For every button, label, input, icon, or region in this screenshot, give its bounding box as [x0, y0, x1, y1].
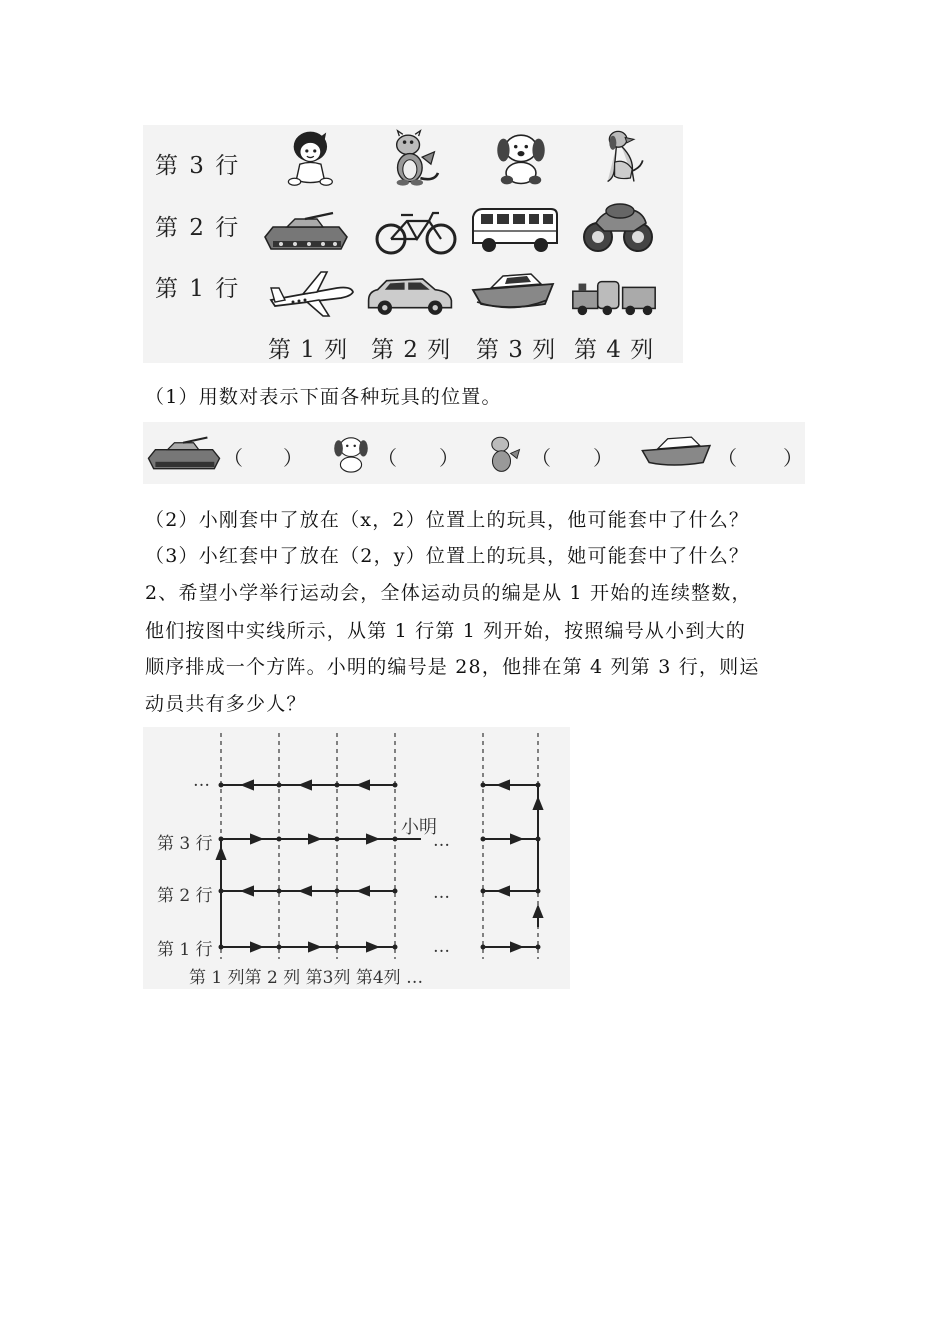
col-label-4: 第 4 列 [574, 337, 655, 363]
column-dashed-lines [221, 733, 538, 959]
answer-paren-open: （ [223, 446, 243, 470]
problem-2-line-3: 顺序排成一个方阵。小明的编号是 28，他排在第 4 列第 3 行，则运 [145, 656, 760, 678]
dragon-icon [477, 428, 535, 480]
bicycle-icon [371, 203, 461, 261]
puppy-icon [476, 129, 566, 187]
toy-grid-figure [143, 125, 683, 363]
question-2: （2）小刚套中了放在（x，2）位置上的玩具，他可能套中了什么？ [145, 509, 750, 531]
answer-paren-close: ） [439, 446, 459, 470]
answer-paren-open: （ [531, 446, 551, 470]
row3-ellipsis: … [433, 831, 450, 851]
train-icon [569, 267, 659, 325]
dragon-icon [371, 129, 461, 187]
tank-icon [261, 203, 351, 261]
motorcycle-icon [576, 199, 666, 257]
problem-2-line-1: 2、希望小学举行运动会，全体运动员的编是从 1 开始的连续整数， [145, 582, 752, 604]
answer-paren-close: ） [283, 446, 303, 470]
dog-icon [574, 127, 664, 185]
col-label-1: 第 1 列 [268, 337, 349, 363]
answer-paren-close: ） [593, 446, 613, 470]
puppy-icon [323, 428, 379, 480]
airplane-icon [267, 265, 357, 323]
athlete-row-label-1: 第 1 行 [157, 940, 213, 960]
node-dots [219, 783, 541, 950]
row2-ellipsis: … [433, 883, 450, 903]
problem-2-line-2: 他们按图中实线所示，从第 1 行第 1 列开始，按照编号从小到大的 [145, 620, 746, 642]
col-label-3: 第 3 列 [476, 337, 557, 363]
minibus-icon [469, 201, 559, 259]
row-label-1: 第 1 行 [155, 276, 241, 302]
col-label-2: 第 2 列 [371, 337, 452, 363]
question-1: （1）用数对表示下面各种玩具的位置。 [145, 386, 502, 408]
answer-paren-open: （ [377, 446, 397, 470]
answer-paren-close: ） [783, 446, 803, 470]
car-icon [365, 267, 455, 325]
speedboat-icon [639, 428, 715, 480]
athlete-row-label-3: 第 3 行 [157, 834, 213, 854]
girl-doll-icon [268, 129, 358, 187]
direction-arrows [221, 785, 538, 947]
question-3: （3）小红套中了放在（2，y）位置上的玩具，她可能套中了什么？ [145, 545, 750, 567]
athlete-grid-figure [143, 727, 570, 989]
row-label-2: 第 2 行 [155, 215, 241, 241]
top-row-ellipsis: … [193, 771, 210, 791]
problem-2-line-4: 动员共有多少人？ [145, 693, 307, 715]
answer-strip [143, 422, 805, 484]
xiaoming-label: 小明 [401, 817, 437, 838]
answer-paren-open: （ [717, 446, 737, 470]
row-solid-lines [221, 785, 538, 947]
tank-icon [145, 428, 223, 480]
athlete-row-label-2: 第 2 行 [157, 886, 213, 906]
athlete-column-labels: 第 1 列第 2 列 第3列 第4列 … [189, 968, 424, 988]
speedboat-icon [469, 265, 559, 323]
row1-ellipsis: … [433, 937, 450, 957]
row-label-3: 第 3 行 [155, 153, 241, 179]
